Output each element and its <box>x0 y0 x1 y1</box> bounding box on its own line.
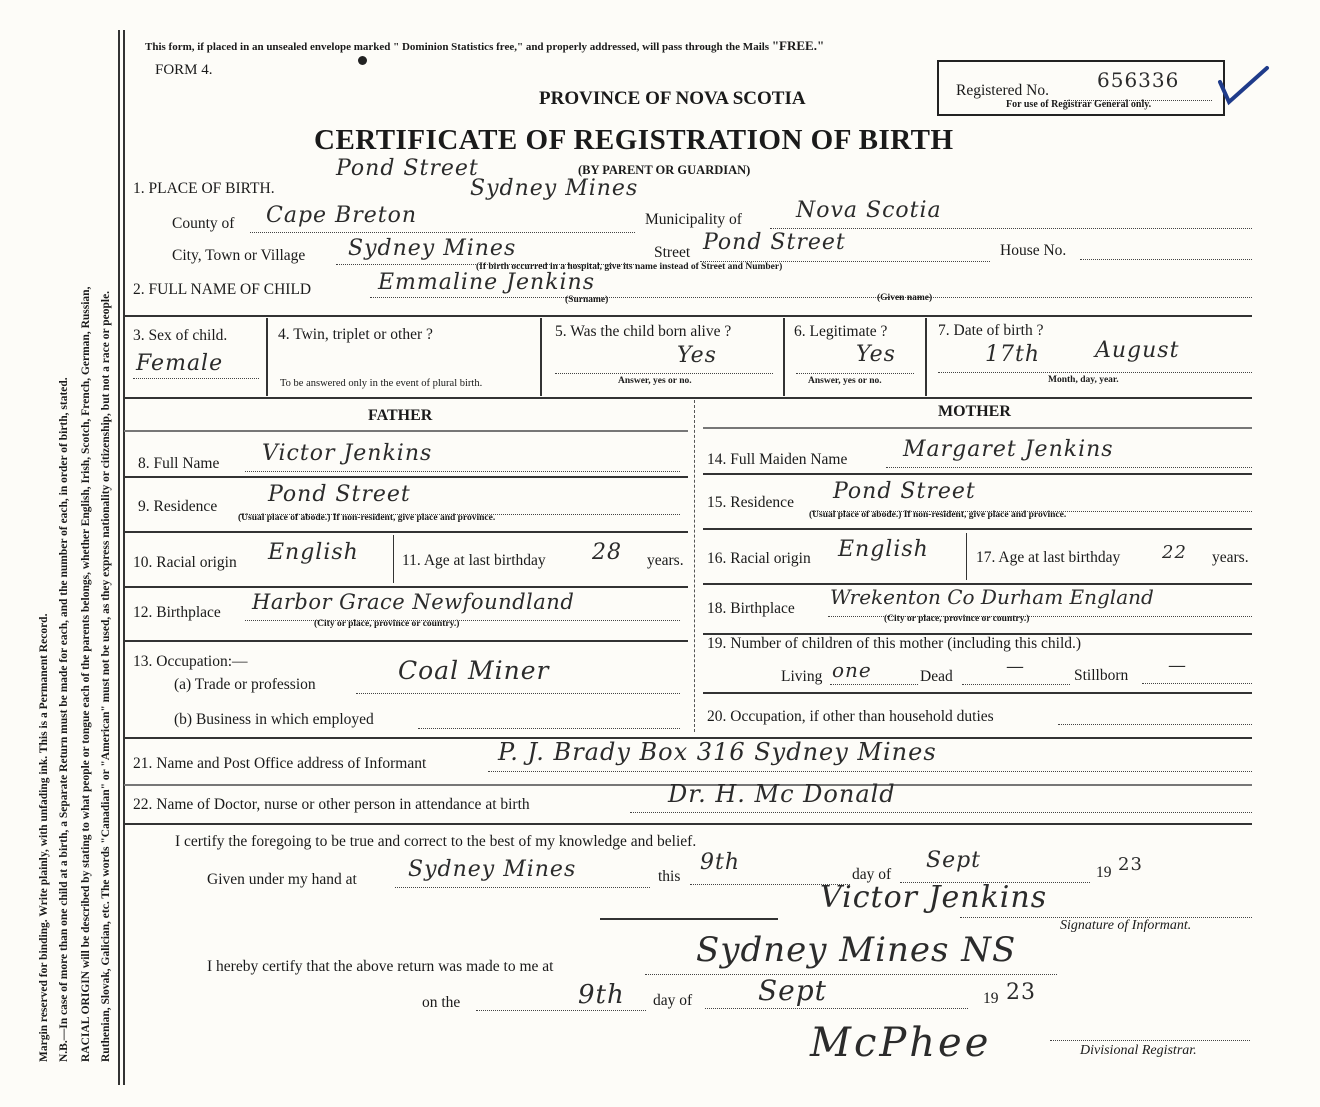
registered-number: 656336 <box>1097 68 1180 92</box>
child-name-label: 2. FULL NAME OF CHILD <box>133 281 312 298</box>
father-heading: FATHER <box>368 407 433 424</box>
father-years-label: years. <box>647 552 684 569</box>
municipality-label: Municipality of <box>645 211 742 228</box>
father-race-value: English <box>268 540 359 565</box>
house-number-label: House No. <box>1000 242 1067 259</box>
doctor-value: Dr. H. Mc Donald <box>668 780 896 808</box>
dob-label: 7. Date of birth ? <box>938 322 1044 339</box>
mother-race-value: English <box>838 537 929 562</box>
mother-birthplace-value: Wrekenton Co Durham England <box>830 585 1154 609</box>
born-alive-value: Yes <box>677 343 717 368</box>
street-value: Pond Street <box>703 230 846 255</box>
margin-racial-note-2: Ruthenian, Slovak, Galician, etc. The words "Canadian" or "American" must not be used, as they express nationality or citizenship, but not a race or people. <box>100 290 112 1062</box>
day-of-label: day of <box>852 866 892 883</box>
father-residence-note: (Usual place of abode.) If non-resident, give place and province. <box>238 513 496 523</box>
given-name-note: (Given name) <box>877 293 933 303</box>
registered-box <box>937 60 1225 116</box>
father-age-label: 11. Age at last birthday <box>402 552 546 569</box>
dob-month: August <box>1095 338 1180 363</box>
father-birthplace-note: (City or place, province or country.) <box>314 619 460 629</box>
mother-name-value: Margaret Jenkins <box>903 437 1114 462</box>
municipality-value: Nova Scotia <box>796 198 942 223</box>
born-alive-label: 5. Was the child born alive ? <box>555 323 732 340</box>
father-trade-label: (a) Trade or profession <box>174 676 316 693</box>
informant-label: 21. Name and Post Office address of Informant <box>133 755 427 772</box>
dob-day: 17th <box>985 342 1041 367</box>
margin-nb-note: N.B.—In case of more than one child at a birth, a Separate Return must be made for each, and the number of each, in order of birth, stated. <box>58 377 70 1062</box>
living-label: Living <box>781 668 823 685</box>
stillborn-label: Stillborn <box>1074 667 1129 684</box>
legitimate-note: Answer, yes or no. <box>808 376 882 386</box>
city-value: Sydney Mines <box>348 236 517 261</box>
margin-rule <box>118 30 120 1085</box>
hospital-note: (If birth occurred in a hospital, give its name instead of Street and Number) <box>476 262 783 272</box>
father-residence-value: Pond Street <box>268 482 411 507</box>
mother-age-value: 22 <box>1162 542 1187 563</box>
mother-residence-note: (Usual place of abode.) If non-resident, give place and province. <box>809 510 1067 520</box>
reg-year-prefix: 19 <box>983 990 999 1007</box>
father-birthplace-label: 12. Birthplace <box>133 604 221 621</box>
place-of-birth-value-1: Pond Street <box>336 156 479 181</box>
mother-birthplace-note: (City or place, province or country.) <box>884 614 1030 624</box>
mother-occupation-label: 20. Occupation, if other than household duties <box>707 708 994 725</box>
reg-year-suffix: 23 <box>1006 980 1036 1005</box>
informant-signature: Victor Jenkins <box>820 880 1048 915</box>
registrar-note: For use of Registrar General only. <box>1006 99 1152 110</box>
margin-binding-note: Margin reserved for binding. Write plainly, with unfading ink. This is a Permanent Record. <box>38 613 50 1062</box>
living-value: one <box>832 658 872 682</box>
father-occupation-label: 13. Occupation:— <box>133 653 248 670</box>
mother-years-label: years. <box>1212 549 1249 566</box>
province-title: PROVINCE OF NOVA SCOTIA <box>539 88 806 109</box>
given-place-value: Sydney Mines <box>408 857 577 882</box>
on-the-label: on the <box>422 994 461 1011</box>
punch-hole <box>358 56 367 65</box>
mother-name-label: 14. Full Maiden Name <box>707 451 848 468</box>
mother-age-label: 17. Age at last birthday <box>976 549 1121 566</box>
twin-note: To be answered only in the event of plural birth. <box>280 378 483 389</box>
page-subtitle: (BY PARENT OR GUARDIAN) <box>578 163 751 177</box>
parents-divider <box>694 400 695 732</box>
mother-heading: MOTHER <box>938 403 1011 420</box>
informant-signature-label: Signature of Informant. <box>1060 918 1192 933</box>
dead-value: — <box>1006 656 1025 677</box>
father-residence-label: 9. Residence <box>138 498 218 515</box>
father-birthplace-value: Harbor Grace Newfoundland <box>252 590 575 614</box>
doctor-label: 22. Name of Doctor, nurse or other person in attendance at birth <box>133 796 530 813</box>
registered-label: Registered No. <box>956 82 1049 99</box>
place-of-birth-label: 1. PLACE OF BIRTH. <box>133 180 275 197</box>
surname-note: (Surname) <box>565 295 609 305</box>
dead-label: Dead <box>920 668 953 685</box>
this-label: this <box>658 868 681 885</box>
mother-residence-value: Pond Street <box>833 479 976 504</box>
father-name-value: Victor Jenkins <box>262 441 433 466</box>
child-name-value: Emmaline Jenkins <box>378 270 595 295</box>
rule-boxes-top <box>124 315 1252 317</box>
stillborn-value: — <box>1168 655 1187 676</box>
legitimate-label: 6. Legitimate ? <box>794 323 888 340</box>
year-prefix: 19 <box>1096 864 1112 881</box>
place-of-birth-value-2: Sydney Mines <box>470 176 639 201</box>
form-number: FORM 4. <box>155 62 213 78</box>
street-label: Street <box>654 244 691 261</box>
county-label: County of <box>172 215 235 232</box>
informant-value: P. J. Brady Box 316 Sydney Mines <box>498 738 937 766</box>
sex-label: 3. Sex of child. <box>133 327 228 344</box>
given-under-label: Given under my hand at <box>207 871 357 888</box>
this-day-value: 9th <box>700 850 741 875</box>
legitimate-value: Yes <box>856 342 896 367</box>
father-age-value: 28 <box>592 540 622 565</box>
margin-racial-note-1: RACIAL ORIGIN will be described by stating to what people or tongue each of the parents belongs, whether English, Irish, Scotch, French, German, Russian, <box>80 286 92 1062</box>
margin-rule-2 <box>123 30 125 1085</box>
registrar-statement: I hereby certify that the above return was made to me at <box>207 958 554 975</box>
sex-value: Female <box>136 351 224 376</box>
father-name-label: 8. Full Name <box>138 455 220 472</box>
registrar-place-value: Sydney Mines NS <box>696 930 1017 970</box>
father-race-label: 10. Racial origin <box>133 554 237 571</box>
mother-birthplace-label: 18. Birthplace <box>707 600 795 617</box>
father-trade-value: Coal Miner <box>398 656 550 685</box>
twin-label: 4. Twin, triplet or other ? <box>278 326 433 343</box>
county-value: Cape Breton <box>266 203 418 228</box>
free-label: "FREE." <box>771 38 825 53</box>
check-mark-icon <box>1215 62 1275 106</box>
father-business-label: (b) Business in which employed <box>174 711 374 728</box>
reg-month-value: Sept <box>758 974 827 1007</box>
born-alive-note: Answer, yes or no. <box>618 376 692 386</box>
mother-race-label: 16. Racial origin <box>707 550 811 567</box>
year-suffix: 23 <box>1118 854 1143 875</box>
registrar-label: Divisional Registrar. <box>1080 1043 1197 1058</box>
city-label: City, Town or Village <box>172 247 306 264</box>
page-title: CERTIFICATE OF REGISTRATION OF BIRTH <box>314 124 954 156</box>
dob-note: Month, day, year. <box>1048 375 1119 385</box>
certify-statement: I certify the foregoing to be true and correct to the best of my knowledge and belief. <box>175 833 697 850</box>
reg-day-value: 9th <box>578 980 625 1010</box>
reg-day-of-label: day of <box>653 992 693 1009</box>
mother-residence-label: 15. Residence <box>707 494 794 511</box>
rule-boxes-bottom <box>124 397 1252 399</box>
month-value: Sept <box>926 848 982 873</box>
mail-notice: This form, if placed in an unsealed envelope marked " Dominion Statistics free," and properly addressed, will pass through the Mails "FREE." <box>145 38 825 53</box>
mother-children-label: 19. Number of children of this mother (including this child.) <box>707 635 1082 652</box>
registrar-signature: McPhee <box>810 1020 992 1066</box>
